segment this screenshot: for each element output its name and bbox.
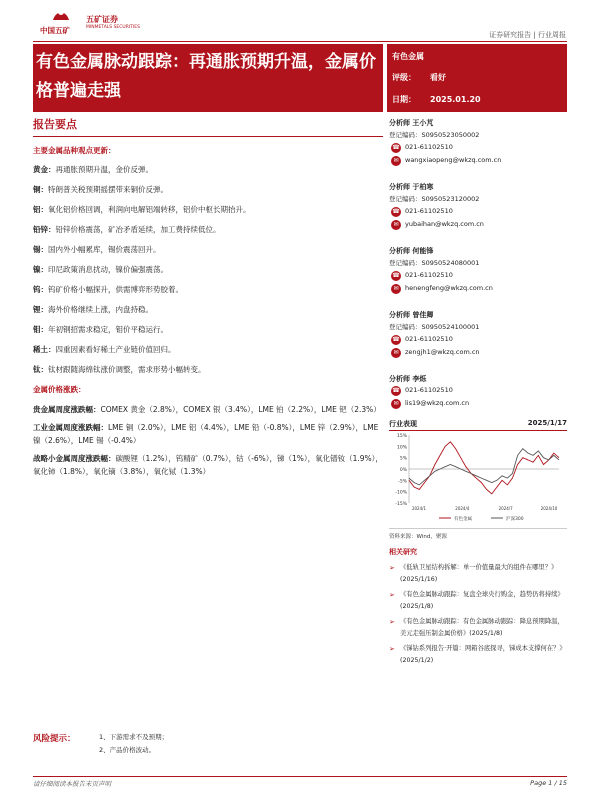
arrow-right-icon: ➢: [389, 645, 395, 653]
arrow-right-icon: ➢: [389, 618, 395, 626]
price-change-paragraph: [33, 452, 383, 478]
chart-title: 行业表现: [389, 420, 417, 428]
date-value: 2025.01.20: [430, 95, 481, 104]
rating-row: [392, 72, 446, 83]
related-report-link[interactable]: [389, 562, 567, 586]
metal-name: 铅锌：: [33, 225, 56, 234]
metal-view-list: [33, 164, 383, 375]
logo-cn-text: 中国五矿: [40, 26, 70, 35]
phone-icon: ☎: [392, 336, 400, 343]
related-list: [389, 562, 567, 667]
phone-icon: ☎: [392, 208, 400, 215]
analyst-phone: ☎ 021-61102510: [392, 143, 453, 151]
footer-divider: [33, 776, 567, 777]
summary-column: [33, 116, 383, 483]
chart-source: 资料来源：Wind，聚源: [389, 534, 447, 540]
arrow-right-icon: ➢: [389, 564, 395, 572]
analyst-phone: ☎ 021-61102510: [392, 386, 453, 394]
related-report-link[interactable]: [389, 589, 567, 613]
y-tick-label: 10%: [396, 445, 407, 451]
price-change-lead: 战略小金属周度涨跌幅：: [33, 454, 116, 463]
analyst-email[interactable]: ✉ wangxiaopeng@wkzq.com.cn: [389, 156, 567, 169]
risk-item: 1、下游需求不及预期；: [99, 733, 169, 741]
analyst-name: 分析师 王小芃: [389, 119, 434, 127]
analyst-phone: ☎ 021-61102510: [392, 207, 453, 215]
related-report-link[interactable]: [389, 643, 567, 667]
rating-label: 评级：: [392, 73, 416, 82]
metal-name: 锂：: [33, 305, 48, 314]
email-icon: ✉: [391, 348, 401, 358]
chart-plot: [389, 433, 567, 527]
summary-heading: 报告要点: [33, 118, 77, 131]
metal-view-item: [33, 304, 383, 315]
analyst-name: 分析师 曾佳卿: [389, 311, 434, 319]
y-tick-label: 0%: [399, 468, 407, 473]
industry-label: 有色金属: [392, 52, 424, 61]
footer-disclaimer: 请仔细阅读本报告末页声明: [33, 780, 111, 788]
related-research: [389, 547, 567, 670]
email-icon: ✉: [391, 399, 401, 409]
y-tick-label: -15%: [395, 502, 407, 507]
price-change-list: [33, 403, 383, 478]
legend-label: 沪深300: [506, 517, 524, 522]
metal-view-text: 印尼政策消息扰动，镍价偏强震荡。: [48, 265, 168, 274]
email-icon: ✉: [391, 156, 401, 166]
email-icon: ✉: [391, 220, 401, 230]
series-line-nonferrous: [409, 442, 559, 494]
metal-name: 铜：: [33, 185, 48, 194]
analyst-phone: ☎ 021-61102510: [392, 271, 453, 279]
metal-name: 钼：: [33, 325, 48, 334]
metal-view-text: 铅锌价格震荡，矿冶矛盾延续，加工费持续低位。: [55, 225, 221, 234]
risk-heading: 风险提示：: [33, 734, 76, 744]
metal-view-text: 特朗普关税预期摇摆带来铜价反弹。: [48, 185, 168, 194]
minmetals-logo: [38, 6, 158, 40]
summary-divider: [33, 136, 383, 137]
metal-view-text: 氧化铝价格回调，利润向电解铝端转移，铝价中枢长期抬升。: [48, 205, 251, 214]
report-category: 证券研究报告 | 行业周报: [489, 31, 566, 39]
y-tick-label: 5%: [399, 456, 407, 462]
related-report-title[interactable]: 《低轨卫星结构拆解：单一价值量最大的组件在哪里？》(2025/1/16): [400, 564, 558, 583]
metal-view-text: 钨矿价格小幅探升，供需博弈形势胶着。: [48, 285, 183, 294]
phone-icon: ☎: [392, 387, 400, 394]
price-change-paragraph: [33, 403, 383, 416]
metal-view-text: 四重因素看好稀土产业链价值回归。: [55, 345, 176, 354]
x-tick-label: 2024/10: [540, 506, 558, 511]
chart-divider: [389, 528, 567, 529]
metal-name: 稀土：: [33, 345, 56, 354]
related-report-title[interactable]: 《有色金属脉动跟踪：有色金属脉动跟踪：降息预期降温，美元走强压制金属价格》(2025/1/8): [400, 618, 564, 637]
price-change-text: LME 铜（2.0%），LME 铝（4.4%），LME 铅（-0.8%），LME 锌（2.9%），LME 镍（2.6%），LME 锡（-0.4%）: [33, 423, 379, 445]
date-row: [392, 94, 481, 105]
arrow-right-icon: ➢: [389, 591, 395, 599]
info-banner: [387, 44, 567, 112]
analyst-cert: 登记编码：S0950523050002: [389, 131, 480, 139]
analyst-card: [389, 310, 567, 374]
analyst-email[interactable]: ✉ yubaihan@wkzq.com.cn: [389, 220, 567, 233]
minmetals-logo-icon: [52, 6, 70, 22]
analyst-email[interactable]: ✉ henengfeng@wkzq.com.cn: [389, 284, 567, 297]
analyst-name: 分析师 何能锋: [389, 247, 434, 255]
header-divider: [33, 41, 567, 42]
page-header: [0, 0, 600, 44]
metal-view-item: [33, 244, 383, 255]
metal-view-item: [33, 264, 383, 275]
analyst-card: [389, 246, 567, 310]
related-heading: 相关研究: [389, 548, 417, 556]
metal-view-text: 国内外小幅累库，锡价震荡回升。: [48, 245, 161, 254]
metal-view-text: 再通胀预期升温，金价反弹。: [55, 165, 153, 174]
metal-name: 铝：: [33, 205, 48, 214]
chart-header: [389, 419, 567, 431]
email-icon: ✉: [391, 284, 401, 294]
related-report-title[interactable]: 《有色金属脉动跟踪：复盘全球央行购金，趋势仍将持续》(2025/1/8): [400, 591, 564, 610]
metal-view-item: [33, 224, 383, 235]
logo-company-name: 五矿证券: [86, 15, 118, 24]
price-change-text: COMEX 黄金（2.8%），COMEX 银（3.4%），LME 铂（2.2%），LME 钯（2.3%）: [100, 405, 381, 414]
metal-name: 镍：: [33, 265, 48, 274]
date-label: 日期：: [392, 95, 416, 104]
phone-icon: ☎: [392, 144, 400, 151]
legend-label: 有色金属: [454, 517, 472, 522]
chart-date: 2025/1/17: [527, 419, 567, 427]
related-report-link[interactable]: [389, 616, 567, 640]
metal-name: 黄金：: [33, 165, 56, 174]
metal-view-item: [33, 164, 383, 175]
analyst-card: [389, 118, 567, 182]
analyst-name: 分析师 李烁: [389, 375, 427, 383]
x-tick-label: 2024/4: [455, 506, 470, 511]
analyst-email[interactable]: ✉ lis19@wkzq.com.cn: [389, 399, 567, 412]
price-change-text: 碳酸锂（1.2%），钨精矿（0.7%），钴（-6%），锑（1%），氧化镨钕（1.9%），氧化铈（1.8%），氧化镝（3.8%），氧化铽（1.3%）: [33, 454, 383, 476]
industry-performance-chart: [389, 419, 567, 527]
metal-view-text: 海外价格继续上涨，内盘持稳。: [48, 305, 153, 314]
rating-value: 看好: [430, 73, 446, 82]
metal-name: 钛：: [33, 365, 48, 374]
price-heading: 金属价格涨跌：: [33, 385, 86, 394]
title-banner: [33, 44, 383, 112]
metal-view-text: 钛材跟随海绵钛涨价调整，需求形势小幅转变。: [48, 365, 206, 374]
price-change-lead: 贵金属周度涨跌幅：: [33, 405, 101, 414]
x-tick-label: 2024/7: [498, 506, 513, 511]
y-tick-label: 15%: [396, 434, 407, 439]
x-tick-label: 2024/1: [411, 506, 427, 511]
y-tick-label: -5%: [398, 479, 407, 485]
analyst-cert: 登记编码：S0950524100001: [389, 323, 480, 331]
analyst-email[interactable]: ✉ zengjh1@wkzq.com.cn: [389, 348, 567, 361]
metal-view-item: [33, 324, 383, 335]
series-line-csi300: [409, 449, 559, 485]
page-number: Page 1 / 15: [530, 779, 567, 787]
analyst-card: [389, 374, 567, 416]
metal-view-item: [33, 184, 383, 195]
analyst-name: 分析师 于柏寒: [389, 183, 434, 191]
report-title: 有色金属脉动跟踪：再通胀预期升温，金属价格普遍走强: [36, 52, 376, 101]
analyst-column: [389, 118, 567, 416]
price-change-paragraph: [33, 421, 383, 447]
risk-item: 2、产品价格波动。: [99, 746, 156, 754]
price-change-lead: 工业金属周度涨跌幅：: [33, 423, 108, 432]
analyst-cert: 登记编码：S0950524080001: [389, 259, 480, 267]
metal-name: 钨：: [33, 285, 48, 294]
analyst-card: [389, 182, 567, 246]
phone-icon: ☎: [392, 272, 400, 279]
y-tick-label: -10%: [395, 490, 407, 496]
varieties-heading: 主要金属品种观点更新：: [33, 146, 116, 155]
metal-view-item: [33, 284, 383, 295]
related-report-title[interactable]: 《锑钴系列报告·开篇：网箱谷底探寻，锑成本支撑何在？》(2025/1/2): [400, 645, 566, 664]
metal-view-text: 年初钢招需求稳定，钼价平稳运行。: [48, 325, 168, 334]
metal-view-item: [33, 204, 383, 215]
metal-view-item: [33, 364, 383, 375]
analyst-cert: 登记编码：S0950523120002: [389, 195, 480, 203]
logo-english-name: MINMETALS SECURITIES: [86, 25, 140, 30]
metal-name: 锡：: [33, 245, 48, 254]
metal-view-item: [33, 344, 383, 355]
analyst-phone: ☎ 021-61102510: [392, 335, 453, 343]
